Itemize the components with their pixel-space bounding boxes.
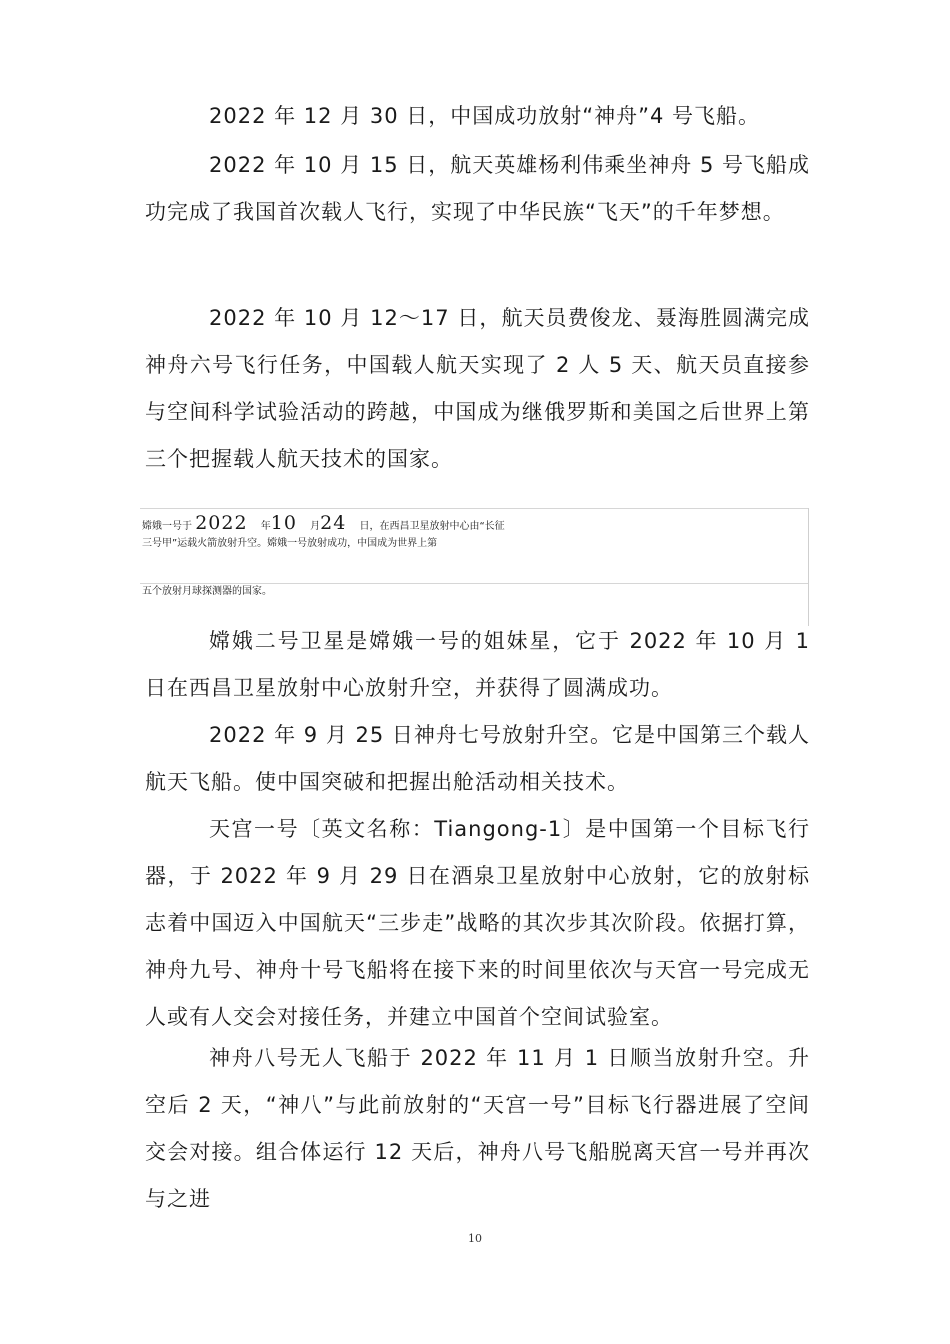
inserted-line-1-year-unit: 年 (260, 521, 271, 532)
paragraph-shenzhou-7: 2022 年 9 月 25 日神舟七号放射升空。它是中国第三个载人航天飞船。使中国突破和把握出舱活动相关技术。 (145, 723, 810, 794)
inserted-line-1-month-unit: 月 (310, 521, 321, 532)
inserted-line-1-month: 10 (270, 512, 297, 534)
inserted-line-1-day: 24 (320, 512, 347, 534)
inserted-line-2: 三号甲”运载火箭放射升空。嫦娥一号放射成功，中国成为世界上第 (142, 538, 438, 549)
paragraph-tiangong-1: 天宫一号〔英文名称：Tiangong-1〕是中国第一个目标飞行器，于 2022 年 9 月 29 日在酒泉卫星放射中心放射，它的放射标志着中国迈入中国航天“三步走”战略的其次步其次阶段。依据打算，神舟九号、神舟十号飞船将在接下来的时间里依次与天宫一号完成无人或有人交会对接任务，并建立中国首个空间试验室。 (145, 817, 810, 1029)
block-top-divider (140, 508, 808, 509)
inserted-line-1-year: 2022 (195, 512, 248, 534)
inserted-line-3: 五个放射月球探测器的国家。 (142, 586, 272, 597)
inserted-line-1-prefix: 嫦娥一号于 (142, 521, 192, 532)
inserted-line-1-suffix: 日，在西昌卫星放射中心由“长征 (359, 521, 505, 532)
paragraph-shenzhou-8: 神舟八号无人飞船于 2022 年 11 月 1 日顺当放射升空。升空后 2 天，“神八”与此前放射的“天宫一号”目标飞行器进展了空间交会对接。组合体运行 12 天后，神舟八号飞船脱离天宫一号并再次与之进 (145, 1046, 810, 1211)
inserted-text-block (140, 508, 809, 626)
page-number: 10 (468, 1232, 482, 1245)
paragraph-shenzhou-5: 2022 年 10 月 15 日，航天英雄杨利伟乘坐神舟 5 号飞船成功完成了我国首次载人飞行，实现了中华民族“飞天”的千年梦想。 (145, 153, 810, 224)
paragraph-shenzhou-4: 2022 年 12 月 30 日，中国成功放射“神舟”4 号飞船。 (209, 104, 761, 128)
paragraph-shenzhou-6: 2022 年 10 月 12～17 日，航天员费俊龙、聂海胜圆满完成神舟六号飞行任务，中国载人航天实现了 2 人 5 天、航天员直接参与空间科学试验活动的跨越，中国成为继俄罗斯和美国之后世界上第三个把握载人航天技术的国家。 (145, 306, 810, 471)
block-mid-divider (140, 583, 808, 584)
paragraph-change-2: 嫦娥二号卫星是嫦娥一号的姐妹星，它于 2022 年 10 月 1 日在西昌卫星放射中心放射升空，并获得了圆满成功。 (145, 629, 810, 700)
